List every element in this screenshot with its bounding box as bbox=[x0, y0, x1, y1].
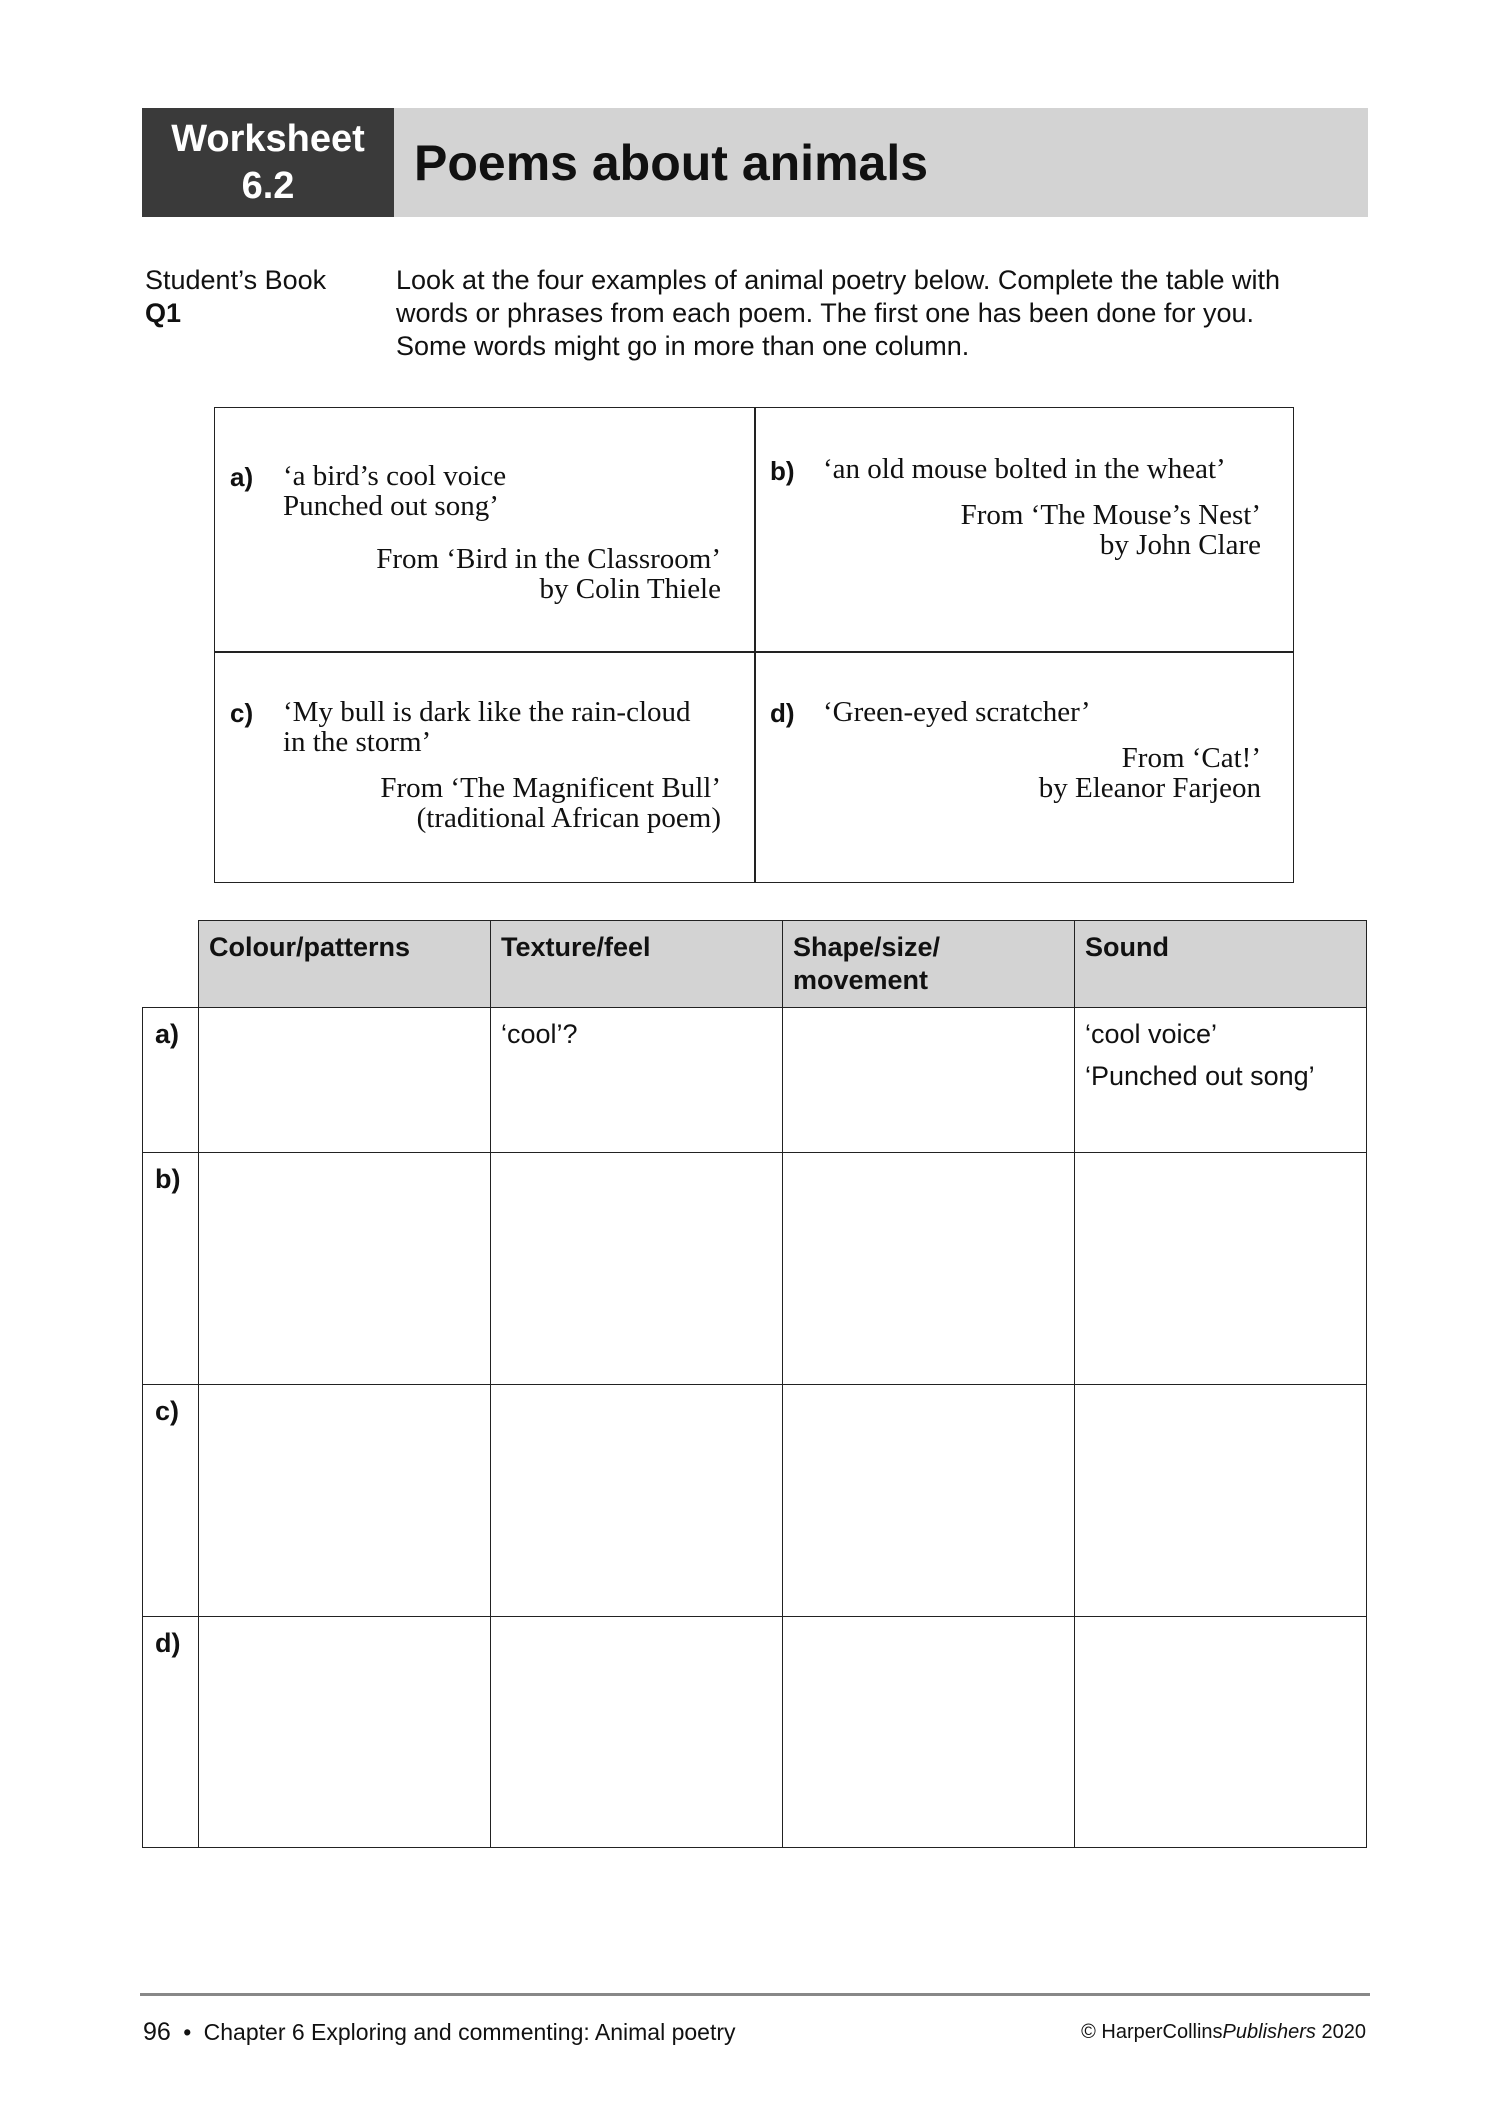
poem-quote bbox=[283, 461, 506, 521]
row-label: c) bbox=[143, 1385, 199, 1617]
worksheet-badge bbox=[142, 108, 394, 217]
table-row bbox=[143, 1617, 1367, 1848]
instructions bbox=[396, 264, 1346, 363]
poem-source bbox=[376, 544, 721, 604]
cell-shape-size-movement[interactable] bbox=[783, 1153, 1075, 1385]
header-texture-feel: Texture/feel bbox=[491, 921, 783, 1008]
poem-source-line: by Colin Thiele bbox=[539, 573, 721, 605]
poem-source-line: From ‘Cat!’ bbox=[1121, 742, 1261, 774]
poem-quote bbox=[823, 454, 1226, 484]
poem-source bbox=[961, 500, 1261, 560]
table-row bbox=[143, 1008, 1367, 1153]
poem-letter: b) bbox=[770, 456, 795, 486]
cell-shape-size-movement[interactable] bbox=[783, 1385, 1075, 1617]
poem-c bbox=[215, 652, 755, 884]
row-label: b) bbox=[143, 1153, 199, 1385]
cell-colour-patterns[interactable] bbox=[199, 1008, 491, 1153]
header-shape-size-movement: Shape/size/ movement bbox=[783, 921, 1075, 1008]
cell-texture-feel[interactable] bbox=[491, 1385, 783, 1617]
poem-d bbox=[755, 652, 1295, 884]
poem-letter: d) bbox=[770, 698, 795, 728]
table-corner bbox=[143, 921, 199, 1008]
header-colour-patterns: Colour/patterns bbox=[199, 921, 491, 1008]
poem-source-line: From ‘Bird in the Classroom’ bbox=[376, 543, 721, 575]
copyright bbox=[1081, 2021, 1366, 2044]
poem-extracts-box bbox=[214, 407, 1294, 883]
cell-texture-feel[interactable] bbox=[491, 1153, 783, 1385]
poem-letter: a) bbox=[230, 462, 254, 492]
cell-text: ‘Punched out song’ bbox=[1085, 1061, 1315, 1091]
table-row bbox=[143, 1153, 1367, 1385]
cell-shape-size-movement[interactable] bbox=[783, 1008, 1075, 1153]
poem-source bbox=[380, 773, 721, 833]
instructions-line-3: Some words might go in more than one column. bbox=[396, 331, 970, 361]
cell-colour-patterns[interactable] bbox=[199, 1617, 491, 1848]
cell-colour-patterns[interactable] bbox=[199, 1385, 491, 1617]
poem-a bbox=[215, 408, 755, 651]
header-sound: Sound bbox=[1075, 921, 1367, 1008]
poem-quote-line: ‘My bull is dark like the rain-cloud bbox=[283, 696, 691, 728]
footer-chapter-info bbox=[143, 2018, 736, 2047]
cell-text: ‘cool’? bbox=[501, 1019, 578, 1049]
page-title: Poems about animals bbox=[414, 134, 929, 191]
row-label: d) bbox=[143, 1617, 199, 1848]
cell-shape-size-movement[interactable] bbox=[783, 1617, 1075, 1848]
footer-divider bbox=[140, 1993, 1370, 1996]
students-book-reference bbox=[145, 264, 326, 330]
chapter-title: Chapter 6 Exploring and commenting: Animal poetry bbox=[203, 2019, 736, 2045]
table-row bbox=[143, 1385, 1367, 1617]
table-header-row bbox=[143, 921, 1367, 1008]
instructions-line-2: words or phrases from each poem. The first one has been done for you. bbox=[396, 298, 1254, 328]
copyright-prefix: © HarperCollins bbox=[1081, 2021, 1223, 2043]
poem-source-line: From ‘The Mouse’s Nest’ bbox=[960, 499, 1261, 531]
footer-bullet: • bbox=[183, 2019, 192, 2045]
cell-texture-feel[interactable] bbox=[491, 1617, 783, 1848]
copyright-year: 2020 bbox=[1315, 2021, 1366, 2043]
poem-source-line: by Eleanor Farjeon bbox=[1038, 772, 1261, 804]
poem-b bbox=[755, 408, 1295, 651]
poem-letter: c) bbox=[230, 698, 254, 728]
poem-source-line: From ‘The Magnificent Bull’ bbox=[380, 772, 721, 804]
cell-texture-feel[interactable] bbox=[491, 1008, 783, 1153]
worksheet-number: 6.2 bbox=[241, 164, 295, 207]
instructions-line-1: Look at the four examples of animal poetry below. Complete the table with bbox=[396, 265, 1280, 295]
title-bar bbox=[394, 108, 1368, 217]
cell-text: ‘cool voice’ bbox=[1085, 1019, 1218, 1049]
worksheet-header bbox=[142, 108, 1368, 217]
poem-quote-line: in the storm’ bbox=[283, 726, 432, 758]
question-number: Q1 bbox=[145, 298, 182, 328]
cell-sound[interactable] bbox=[1075, 1385, 1367, 1617]
poem-source-line: by John Clare bbox=[1099, 529, 1261, 561]
cell-colour-patterns[interactable] bbox=[199, 1153, 491, 1385]
poem-quote-line: ‘a bird’s cool voice bbox=[283, 460, 507, 492]
poem-quote bbox=[823, 697, 1091, 727]
poem-source-line: (traditional African poem) bbox=[416, 802, 721, 834]
poem-quote-line: Punched out song’ bbox=[283, 490, 499, 522]
students-book-label: Student’s Book bbox=[145, 265, 327, 295]
row-label: a) bbox=[143, 1008, 199, 1153]
copyright-publisher: Publishers bbox=[1222, 2021, 1316, 2043]
poem-quote-line: ‘an old mouse bolted in the wheat’ bbox=[823, 453, 1226, 485]
cell-sound[interactable] bbox=[1075, 1008, 1367, 1153]
poem-quote bbox=[283, 697, 691, 757]
worksheet-label: Worksheet bbox=[171, 117, 365, 160]
cell-sound[interactable] bbox=[1075, 1617, 1367, 1848]
poem-source bbox=[1039, 743, 1261, 803]
cell-sound[interactable] bbox=[1075, 1153, 1367, 1385]
poem-analysis-table bbox=[142, 920, 1367, 1848]
page-number: 96 bbox=[143, 2018, 171, 2046]
poem-quote-line: ‘Green-eyed scratcher’ bbox=[823, 696, 1091, 728]
